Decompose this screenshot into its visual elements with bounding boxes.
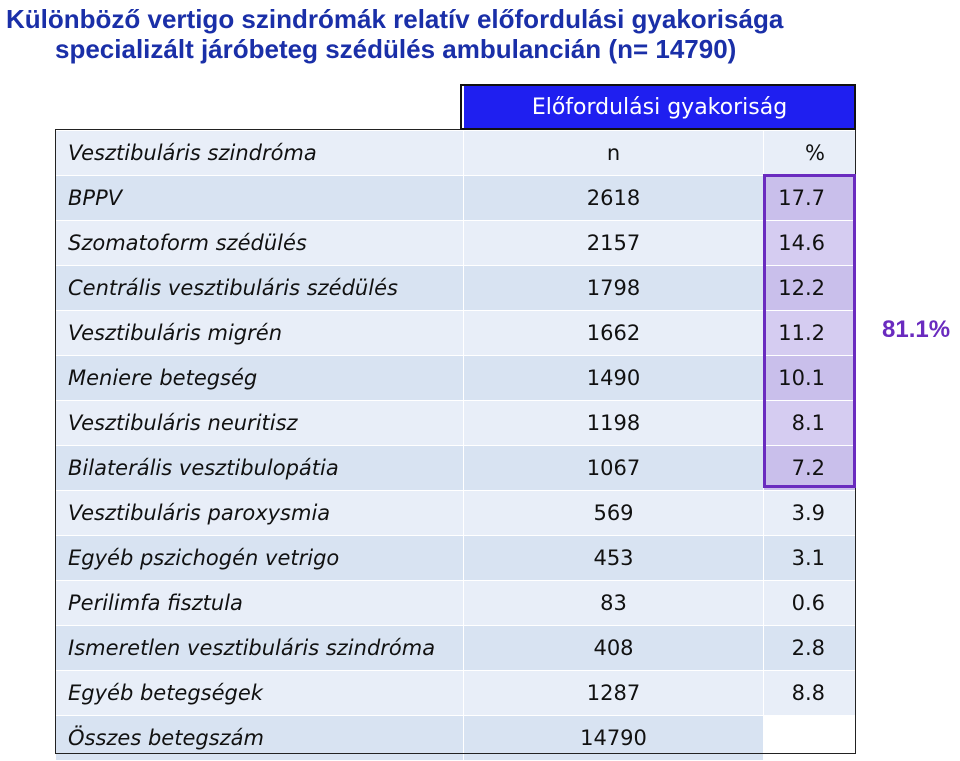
row-n: 1490 <box>464 356 764 401</box>
row-n: 2618 <box>464 176 764 221</box>
row-pct <box>764 716 856 761</box>
table-group-header-row <box>56 85 856 131</box>
table-row <box>56 311 856 356</box>
table-row <box>56 491 856 536</box>
row-name: Meniere betegség <box>56 356 464 401</box>
row-pct: 2.8 <box>764 626 856 671</box>
row-name: Vesztibuláris migrén <box>56 311 464 356</box>
row-n: 1287 <box>464 671 764 716</box>
row-name: Összes betegszám <box>56 716 464 761</box>
title-line-2: specializált járóbeteg szédülés ambulancián (n= 14790) <box>55 34 737 64</box>
highlight-total-label: 81.1% <box>882 316 951 343</box>
row-pct: 12.2 <box>764 266 856 311</box>
row-n: 1798 <box>464 266 764 311</box>
row-n: 1662 <box>464 311 764 356</box>
row-name: BPPV <box>56 176 464 221</box>
table-column-header-row <box>56 131 856 176</box>
row-name: Centrális vesztibuláris szédülés <box>56 266 464 311</box>
table-row <box>56 356 856 401</box>
table-row <box>56 401 856 446</box>
row-pct: 3.1 <box>764 536 856 581</box>
table-row <box>56 266 856 311</box>
row-n: 14790 <box>464 716 764 761</box>
row-n: 453 <box>464 536 764 581</box>
row-pct: 0.6 <box>764 581 856 626</box>
col-header-name: Vesztibuláris szindróma <box>56 131 464 176</box>
row-n: 1198 <box>464 401 764 446</box>
frequency-table <box>55 84 856 761</box>
row-pct: 8.1 <box>764 401 856 446</box>
group-header: Előfordulási gyakoriság <box>464 85 856 131</box>
table-row-total <box>56 716 856 761</box>
header-spacer <box>56 85 464 131</box>
table-row <box>56 176 856 221</box>
row-n: 2157 <box>464 221 764 266</box>
row-name: Szomatoform szédülés <box>56 221 464 266</box>
table-row <box>56 626 856 671</box>
row-pct: 14.6 <box>764 221 856 266</box>
row-pct: 3.9 <box>764 491 856 536</box>
row-n: 83 <box>464 581 764 626</box>
title-line-1: Különböző vertigo szindrómák relatív előfordulási gyakorisága <box>6 4 784 34</box>
row-name: Vesztibuláris paroxysmia <box>56 491 464 536</box>
table-row <box>56 446 856 491</box>
table-row <box>56 221 856 266</box>
table-row <box>56 536 856 581</box>
row-name: Egyéb pszichogén vetrigo <box>56 536 464 581</box>
row-pct: 8.8 <box>764 671 856 716</box>
row-pct: 10.1 <box>764 356 856 401</box>
row-name: Bilaterális vesztibulopátia <box>56 446 464 491</box>
row-pct: 17.7 <box>764 176 856 221</box>
row-n: 408 <box>464 626 764 671</box>
row-pct: 7.2 <box>764 446 856 491</box>
row-name: Egyéb betegségek <box>56 671 464 716</box>
row-name: Ismeretlen vesztibuláris szindróma <box>56 626 464 671</box>
table-row <box>56 671 856 716</box>
col-header-pct: % <box>764 131 856 176</box>
row-pct: 11.2 <box>764 311 856 356</box>
row-name: Perilimfa fisztula <box>56 581 464 626</box>
col-header-n: n <box>464 131 764 176</box>
row-n: 569 <box>464 491 764 536</box>
row-n: 1067 <box>464 446 764 491</box>
table-row <box>56 581 856 626</box>
row-name: Vesztibuláris neuritisz <box>56 401 464 446</box>
